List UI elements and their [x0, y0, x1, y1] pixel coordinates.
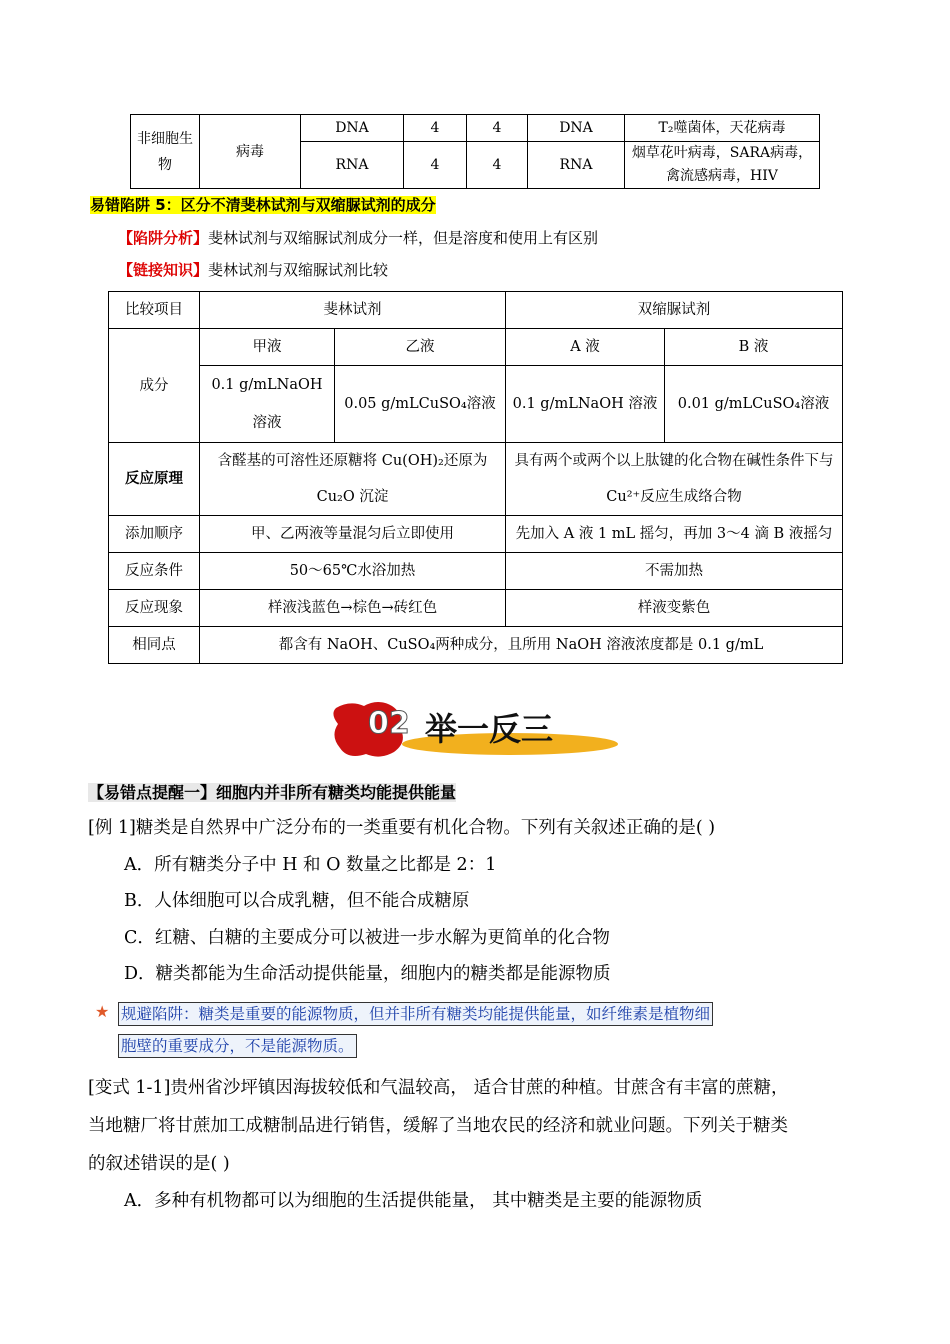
cell: B 液: [665, 329, 843, 366]
virus-table: [130, 114, 820, 189]
cell: 甲液: [200, 329, 335, 366]
cell: RNA: [528, 142, 625, 189]
header-biuret: 双缩脲试剂: [506, 292, 843, 329]
variant1-line1: [变式 1-1]贵州省沙坪镇因海拔较低和气温较高， 适合甘蔗的种植。甘蔗含有丰富的蔗糖，: [88, 1078, 789, 1098]
link-knowledge: [118, 259, 388, 280]
link-tag: 【链接知识】: [118, 261, 209, 279]
cell: 4: [404, 142, 467, 189]
cell: 4: [467, 115, 528, 142]
cell: DNA: [301, 115, 404, 142]
cell: 0.01 g/mLCuSO₄溶液: [665, 366, 843, 443]
row-order: 添加顺序: [109, 516, 200, 553]
trap-analysis: [118, 227, 598, 248]
banner-title: 举一反三: [425, 710, 554, 748]
cell: A 液: [506, 329, 665, 366]
tip-line-2: 胞壁的重要成分，不是能源物质。: [118, 1034, 357, 1058]
cell: RNA: [301, 142, 404, 189]
option-d: D．糖类都能为生命活动提供能量，细胞内的糖类都是能源物质: [124, 964, 611, 984]
cell: 先加入 A 液 1 mL 摇匀，再加 3～4 滴 B 液摇匀: [506, 516, 843, 553]
cell: T₂噬菌体，天花病毒: [625, 115, 820, 142]
header-fehling: 斐林试剂: [200, 292, 506, 329]
cell: 0.1 g/mLNaOH 溶液: [506, 366, 665, 443]
analysis-text: 斐林试剂与双缩脲试剂成分一样，但是溶度和使用上有区别: [208, 229, 599, 247]
reagent-comparison-table: [108, 291, 843, 664]
cell: 样液浅蓝色→棕色→砖红色: [200, 590, 506, 627]
option-a: A．所有糖类分子中 H 和 O 数量之比都是 2：1: [124, 855, 497, 875]
section-banner: [330, 698, 620, 760]
cell: 样液变紫色: [506, 590, 843, 627]
row-composition: 成分: [109, 329, 200, 443]
group-cell: 非细胞生物: [131, 115, 200, 189]
cell: 具有两个或两个以上肽键的化合物在碱性条件下与 Cu²⁺反应生成络合物: [506, 443, 843, 516]
cell: 不需加热: [506, 553, 843, 590]
variant1-line2: 当地糖厂将甘蔗加工成糖制品进行销售，缓解了当地农民的经济和就业问题。下列关于糖类: [88, 1116, 788, 1136]
cell: 含醛基的可溶性还原糖将 Cu(OH)₂还原为 Cu₂O 沉淀: [200, 443, 506, 516]
cell: 乙液: [335, 329, 506, 366]
row-principle: 反应原理: [109, 443, 200, 516]
row-phenomenon: 反应现象: [109, 590, 200, 627]
cell: 4: [467, 142, 528, 189]
trap5-title-text: 易错陷阱 5：区分不清斐林试剂与双缩脲试剂的成分: [90, 196, 436, 214]
example1-stem: [例 1]糖类是自然界中广泛分布的一类重要有机化合物。下列有关叙述正确的是( ): [88, 818, 716, 838]
analysis-tag: 【陷阱分析】: [118, 229, 209, 247]
option-c: C．红糖、白糖的主要成分可以被进一步水解为更简单的化合物: [124, 928, 610, 948]
link-text: 斐林试剂与双缩脲试剂比较: [208, 261, 389, 279]
cell: 烟草花叶病毒，SARA病毒，禽流感病毒，HIV: [625, 142, 820, 189]
row-same: 相同点: [109, 627, 200, 664]
point-reminder: [88, 780, 456, 803]
cell: 50～65℃水浴加热: [200, 553, 506, 590]
row-condition: 反应条件: [109, 553, 200, 590]
point-reminder-text: 【易错点提醒一】细胞内并非所有糖类均能提供能量: [88, 783, 457, 802]
cell: 0.05 g/mLCuSO₄溶液: [335, 366, 506, 443]
option-b: B．人体细胞可以合成乳糖，但不能合成糖原: [124, 891, 470, 911]
tip-line-1: 规避陷阱：糖类是重要的能源物质，但并非所有糖类均能提供能量，如纤维素是植物细: [118, 1002, 713, 1026]
type-cell: 病毒: [200, 115, 301, 189]
star-icon: ★: [95, 1002, 110, 1021]
banner-number: 02: [368, 706, 410, 741]
trap-tip: [118, 998, 848, 1062]
cell: 甲、乙两液等量混匀后立即使用: [200, 516, 506, 553]
cell: 4: [404, 115, 467, 142]
variant1-line3: 的叙述错误的是( ): [88, 1154, 230, 1174]
header-item: 比较项目: [109, 292, 200, 329]
variant1-option-a: A．多种有机物都可以为细胞的生活提供能量， 其中糖类是主要的能源物质: [124, 1191, 703, 1211]
trap5-title: [90, 194, 436, 215]
cell: DNA: [528, 115, 625, 142]
cell: 0.1 g/mLNaOH 溶液: [200, 366, 335, 443]
cell: 都含有 NaOH、CuSO₄两种成分，且所用 NaOH 溶液浓度都是 0.1 g/mL: [200, 627, 843, 664]
